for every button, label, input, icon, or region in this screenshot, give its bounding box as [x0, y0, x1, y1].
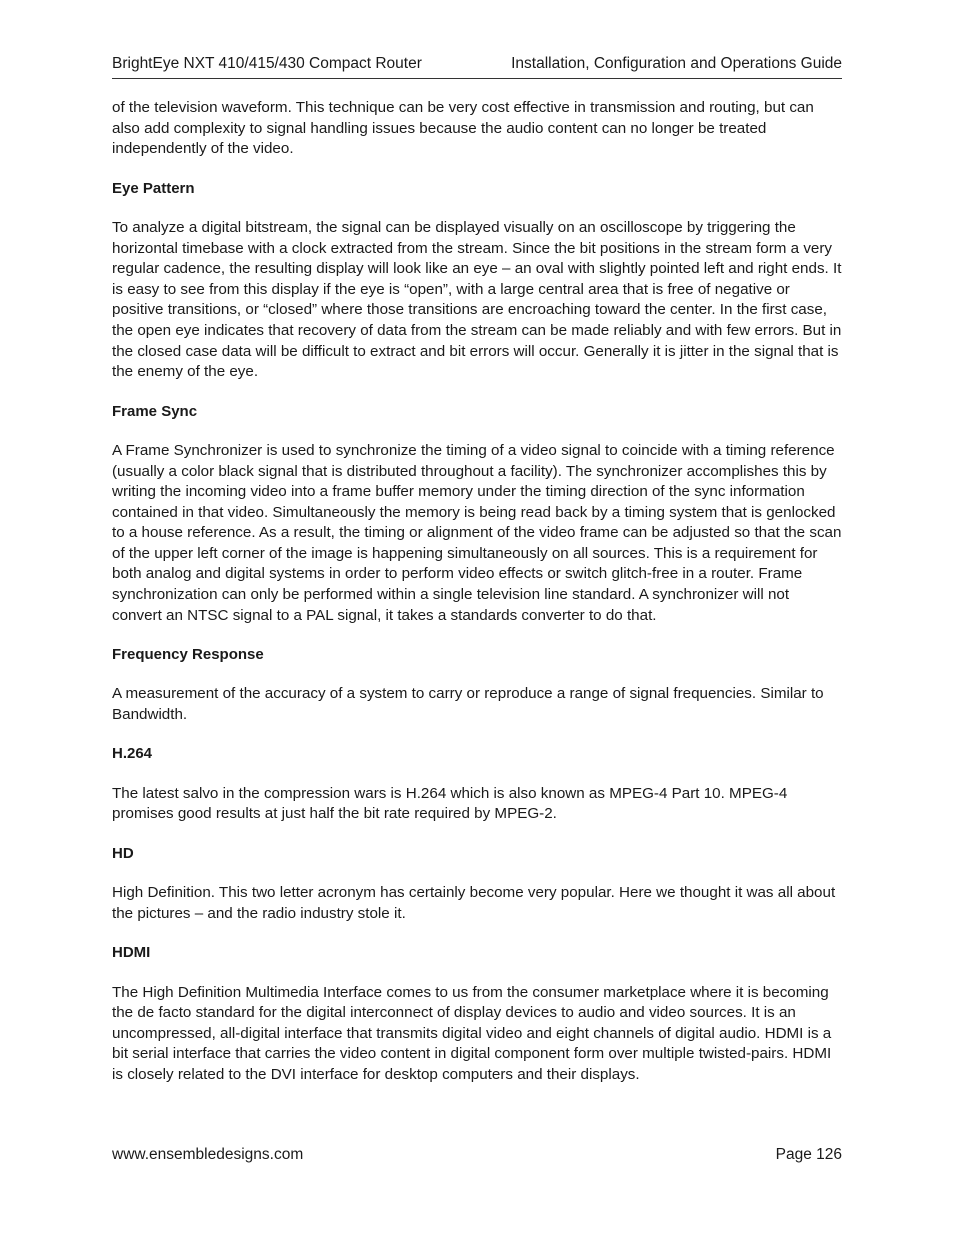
- section-body-hd: High Definition. This two letter acronym has certainly become very popular. Here we thought it was all about the pictures – and the radio industry stole it.: [112, 884, 836, 922]
- footer-website: www.ensembledesigns.com: [112, 1146, 304, 1163]
- section-heading-eye-pattern: Eye Pattern: [112, 179, 195, 197]
- footer-page-number: Page 126: [775, 1146, 842, 1163]
- page-header: [112, 54, 842, 79]
- section-body-frame-sync: A Frame Synchronizer is used to synchronize the timing of a video signal to coincide with a timing reference (usually a color black signal that is distributed throughout a facility). The synchronizer accomplishes this by writing the incoming video into a frame buffer memory under the timing direction of the sync information contained in that video. Simultaneously the memory is being read back by a timing system that is genlocked to a house reference. As a result, the timing or alignment of the video frame can be adjusted so that the scan of the upper left corner of the image is happening simultaneously on all sources. This is a requirement for both analog and digital systems in order to perform video effects or switch glitch-free in a router. Frame synchronization can only be performed within a single television line standard. A synchronizer will not convert an NTSC signal to a PAL signal, it takes a standards converter to do that.: [112, 441, 842, 624]
- section-body-hdmi: The High Definition Multimedia Interface comes to us from the consumer marketplace where it is becoming the de facto standard for the digital interconnect of display devices to audio and video sources. It is an uncompressed, all-digital interface that transmits digital video and eight channels of digital audio. HDMI is a bit serial interface that carries the video content in digital component form over multiple twisted-pairs. HDMI is closely related to the DVI interface for desktop computers and their displays.: [112, 983, 832, 1083]
- header-guide-title: Installation, Configuration and Operations Guide: [511, 55, 842, 72]
- intro-paragraph: of the television waveform. This technique can be very cost effective in transmission and routing, but can also add complexity to signal handling issues because the audio content can no longer be treated independently of the video.: [112, 99, 814, 158]
- section-heading-h264: H.264: [112, 745, 153, 763]
- section-heading-frequency-response: Frequency Response: [112, 646, 264, 664]
- section-heading-hdmi: HDMI: [112, 944, 151, 962]
- section-body-eye-pattern: To analyze a digital bitstream, the signal can be displayed visually on an oscilloscope by triggering the horizontal timebase with a clock extracted from the stream. Since the bit positions in the stream form a very regular cadence, the resulting display will look like an eye – an oval with slightly pointed left and right ends. It is easy to see from this display if the eye is “open”, with a large central area that is free of negative or positive transitions, or “closed” where those transitions are encroaching toward the center. In the first case, the open eye indicates that recovery of data from the stream can be made reliably and with few errors. But in the closed case data will be difficult to extract and bit errors will occur. Generally it is jitter in the signal that is the enemy of the eye.: [112, 218, 842, 381]
- section-heading-frame-sync: Frame Sync: [112, 402, 198, 420]
- section-body-h264: The latest salvo in the compression wars is H.264 which is also known as MPEG-4 Part 10. MPEG-4 promises good results at just half the bit rate required by MPEG-2.: [112, 784, 788, 823]
- section-heading-hd: HD: [112, 844, 134, 862]
- page-footer: [112, 1145, 842, 1167]
- document-body: [112, 98, 842, 1086]
- section-body-frequency-response: A measurement of the accuracy of a system to carry or reproduce a range of signal frequencies. Similar to Bandwidth.: [112, 685, 824, 724]
- header-product-title: BrightEye NXT 410/415/430 Compact Router: [112, 55, 422, 72]
